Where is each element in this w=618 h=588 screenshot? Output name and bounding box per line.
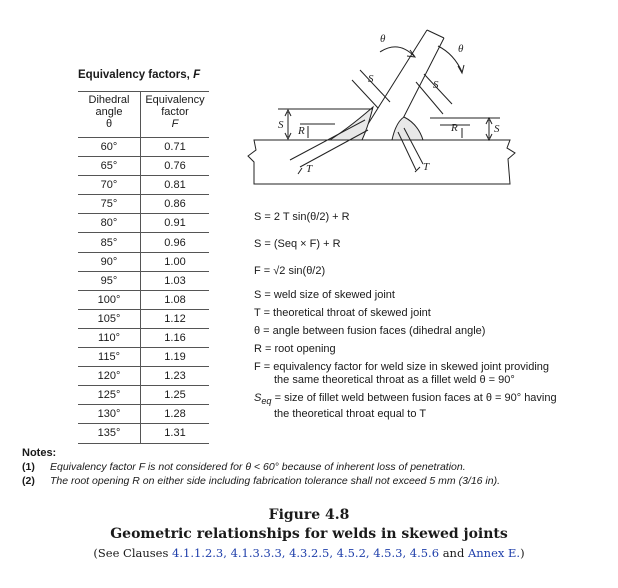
formula-weld-size-seq: S = (Seq × F) + R: [254, 237, 341, 250]
equivalency-factor-header: Equivalency factor F: [141, 92, 210, 138]
angle-cell: 120°: [78, 367, 141, 386]
angle-cell: 135°: [78, 424, 141, 443]
factor-cell: 1.23: [141, 367, 210, 386]
legend-seq: $S_{eq}$ = size of fillet weld between fusion faces at θ = 90° having the theoretical throat equal to T: [254, 392, 557, 421]
theta-left-arc: [380, 47, 414, 56]
factor-cell: 1.03: [141, 271, 210, 290]
label-theta-left: θ: [380, 33, 386, 45]
table-row: [78, 176, 209, 195]
table-row: [78, 233, 209, 252]
formulas: [254, 203, 350, 284]
angle-cell: 60°: [78, 138, 141, 157]
angle-cell: 115°: [78, 348, 141, 367]
base-plate: [248, 140, 515, 184]
table-row: [78, 424, 209, 443]
table-row: [78, 252, 209, 271]
table-title-text: Equivalency factors,: [78, 69, 190, 81]
figure-title: Geometric relationships for welds in skewed joints: [110, 526, 508, 542]
label-t-left: T: [306, 163, 313, 175]
label-s-left: S: [278, 119, 284, 131]
factor-cell: 1.19: [141, 348, 210, 367]
formula-equivalency: F = √2 sin(θ/2): [254, 264, 326, 277]
factor-cell: 0.81: [141, 176, 210, 195]
angle-cell: 65°: [78, 157, 141, 176]
table-row: [78, 367, 209, 386]
legend: [254, 289, 604, 426]
note-2: (2) The root opening R on either side including fabrication tolerance shall not exceed 5 mm (3/16 in).: [22, 475, 501, 487]
table-title-var: F: [193, 69, 201, 81]
figure-number: Figure 4.8: [268, 507, 350, 523]
right-weld: [392, 117, 423, 140]
label-s-upper-right: S: [433, 79, 439, 91]
factor-cell: 0.91: [141, 214, 210, 233]
angle-cell: 130°: [78, 405, 141, 424]
label-r-right: R: [451, 122, 458, 134]
notes: [22, 446, 500, 488]
table-row: [78, 348, 209, 367]
angle-cell: 80°: [78, 214, 141, 233]
factor-cell: 0.96: [141, 233, 210, 252]
factor-cell: 1.12: [141, 309, 210, 328]
table-row: [78, 157, 209, 176]
table-title: [78, 69, 200, 81]
factor-cell: 1.25: [141, 386, 210, 405]
legend-f: F = equivalency factor for weld size in skewed joint providing the same theoretical throat as a fillet weld θ = 90°: [254, 361, 550, 386]
factor-cell: 0.76: [141, 157, 210, 176]
table-row: [78, 405, 209, 424]
dihedral-angle-header: Dihedral angle θ: [78, 92, 141, 138]
angle-cell: 110°: [78, 328, 141, 347]
legend-s: S = weld size of skewed joint: [254, 289, 395, 301]
legend-r: R = root opening: [254, 343, 336, 355]
table-row: [78, 214, 209, 233]
legend-theta: θ = angle between fusion faces (dihedral angle): [254, 325, 486, 337]
note-1: (1) Equivalency factor F is not considered for θ < 60° because of inherent loss of penetration.: [22, 461, 466, 473]
notes-heading: Notes:: [22, 447, 57, 459]
angle-cell: 90°: [78, 252, 141, 271]
label-s-right: S: [494, 123, 500, 135]
figure-reference: (See Clauses 4.1.1.2.3, 4.1.3.3.3, 4.3.2.5, 4.5.2, 4.5.3, 4.5.6 and Annex E.): [93, 546, 525, 560]
factor-cell: 0.71: [141, 138, 210, 157]
annex-link[interactable]: Annex E.: [467, 546, 521, 560]
factor-cell: 1.16: [141, 328, 210, 347]
angle-cell: 75°: [78, 195, 141, 214]
label-r-left: R: [298, 125, 305, 137]
factor-cell: 0.86: [141, 195, 210, 214]
clause-links[interactable]: 4.1.1.2.3, 4.1.3.3.3, 4.3.2.5, 4.5.2, 4.5.3, 4.5.6: [172, 546, 440, 560]
factor-cell: 1.00: [141, 252, 210, 271]
angle-cell: 100°: [78, 290, 141, 309]
skewed-joint-diagram: [240, 22, 530, 192]
factor-cell: 1.08: [141, 290, 210, 309]
factor-cell: 1.28: [141, 405, 210, 424]
legend-t: T = theoretical throat of skewed joint: [254, 307, 431, 319]
table-row: [78, 309, 209, 328]
table-row: [78, 195, 209, 214]
table-row: [78, 271, 209, 290]
equivalency-table: [78, 91, 209, 444]
angle-cell: 95°: [78, 271, 141, 290]
label-t-right: T: [423, 161, 430, 173]
table-row: [78, 138, 209, 157]
table-row: [78, 386, 209, 405]
factor-cell: 1.31: [141, 424, 210, 443]
formula-weld-size: S = 2 T sin(θ/2) + R: [254, 210, 350, 223]
table-row: [78, 328, 209, 347]
label-theta-right: θ: [458, 43, 464, 55]
angle-cell: 105°: [78, 309, 141, 328]
table-row: [78, 290, 209, 309]
angle-cell: 70°: [78, 176, 141, 195]
angle-cell: 85°: [78, 233, 141, 252]
angle-cell: 125°: [78, 386, 141, 405]
label-s-upper-left: S: [368, 73, 374, 85]
